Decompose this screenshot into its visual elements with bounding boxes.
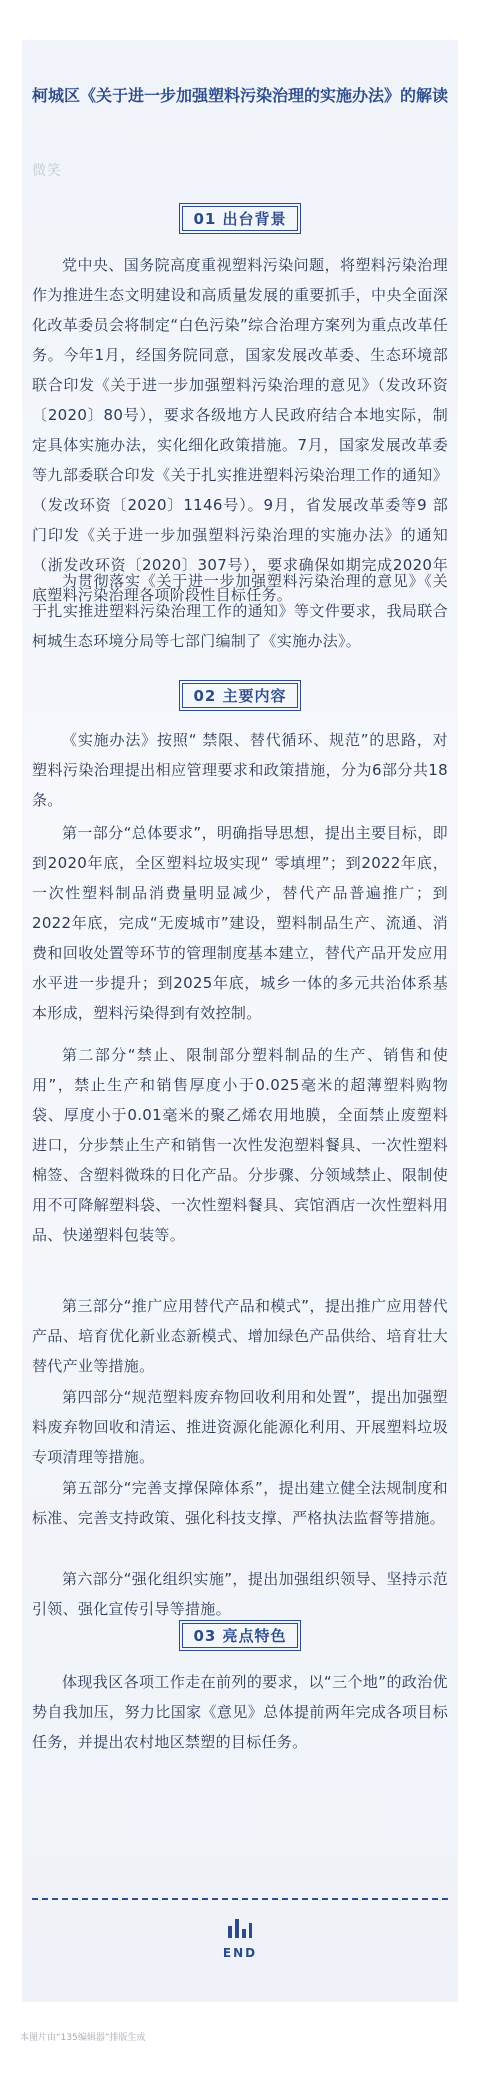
paragraph-content-3: 第二部分“禁止、限制部分塑料制品的生产、销售和使用”，禁止生产和销售厚度小于0.025毫米的超薄塑料购物袋、厚度小于0.01毫米的聚乙烯农用地膜，全面禁止废塑料进口，分步禁止生产和销售一次性发泡塑料餐具、一次性塑料棉签、含塑料微珠的日化产品。分步骤、分领域禁止、限制使用不可降解塑料袋、一次性塑料餐具、宾馆酒店一次性塑料用品、快递塑料包装等。 (32, 1046, 448, 1244)
paragraph-content-7: 第六部分“强化组织实施”，提出加强组织领导、坚持示范引领、强化宣传引导等措施。 (32, 1570, 448, 1618)
paragraph-content-1: 《实施办法》按照“ 禁限、替代循环、规范”的思路，对塑料污染治理提出相应管理要求和政策措施，分为6部分共18条。 (32, 731, 448, 809)
section-heading-content (22, 680, 458, 710)
paragraph-background-1: 党中央、国务院高度重视塑料污染问题，将塑料污染治理作为推进生态文明建设和高质量发展的重要抓手，中央全面深化改革委员会将制定“白色污染”综合治理方案列为重点改革任务。今年1月，经国务院同意，国家发展改革委、生态环境部联合印发《关于进一步加强塑料污染治理的意见》（发改环资〔2020〕80号），要求各级地方人民政府结合本地实际，制定具体实施办法，实化细化政策措施。7月，国家发展改革委等九部委联合印发《关于扎实推进塑料污染治理工作的通知》（发改环资〔2020〕1146号）。9月，省发展改革委等9 部门印发《关于进一步加强塑料污染治理的实施办法》的通知（浙发改环资〔2020〕307号），要求确保如期完成2020年底塑料污染治理各项阶段性目标任务。 (32, 256, 448, 604)
footer-credit: 本图片由“135编辑器”排版生成 (20, 2033, 146, 2043)
article-card (22, 40, 458, 2002)
section-heading-frame (179, 203, 300, 234)
paragraph-background-2: 为贯彻落实《关于进一步加强塑料污染治理的意见》《关于扎实推进塑料污染治理工作的通知》等文件要求，我局联合柯城生态环境分局等七部门编制了《实施办法》。 (32, 572, 448, 650)
section-heading-background (22, 203, 458, 233)
section-heading-label: 03 亮点特色 (182, 1623, 297, 1648)
article-title: 柯城区《关于进一步加强塑料污染治理的实施办法》的解读 (32, 86, 449, 105)
paragraph-highlights-1: 体现我区各项工作走在前列的要求，以“三个地”的政治优势自我加压，努力比国家《意见》总体提前两年完成各项目标任务，并提出农村地区禁塑的目标任务。 (32, 1673, 448, 1751)
article-subtitle: 微笑 (32, 163, 62, 179)
section-heading-frame (179, 680, 300, 711)
end-divider (32, 1898, 448, 1900)
section-heading-label: 01 出台背景 (182, 206, 297, 231)
paragraph-content-5: 第四部分“规范塑料废弃物回收利用和处置”，提出加强塑料废弃物回收和清运、推进资源化能源化利用、开展塑料垃圾专项清理等措施。 (32, 1388, 448, 1466)
section-heading-label: 02 主要内容 (182, 683, 297, 708)
paragraph-content-4: 第三部分“推广应用替代产品和模式”，提出推广应用替代产品、培育优化新业态新模式、增加绿色产品供给、培育壮大替代产业等措施。 (32, 1297, 448, 1375)
end-label: END (222, 1946, 258, 1960)
paragraph-content-2: 第一部分“总体要求”，明确指导思想，提出主要目标，即到2020年底，全区塑料垃圾实现“ 零填埋”；到2022年底，一次性塑料制品消费量明显减少，替代产品普遍推广；到2022年底，完成“无废城市”建设，塑料制品生产、流通、消费和回收处置等环节的管理制度基本建立，替代产品开发应用水平进一步提升；到2025年底，城乡一体的多元共治体系基本形成，塑料污染得到有效控制。 (32, 824, 448, 1022)
end-icon-wrap (22, 1916, 458, 1938)
section-heading-highlights (22, 1620, 458, 1650)
bar-chart-icon (227, 1916, 253, 1938)
paragraph-content-6: 第五部分“完善支撑保障体系”，提出建立健全法规制度和标准、完善支持政策、强化科技支撑、严格执法监督等措施。 (32, 1479, 448, 1527)
section-heading-frame (179, 1620, 300, 1651)
